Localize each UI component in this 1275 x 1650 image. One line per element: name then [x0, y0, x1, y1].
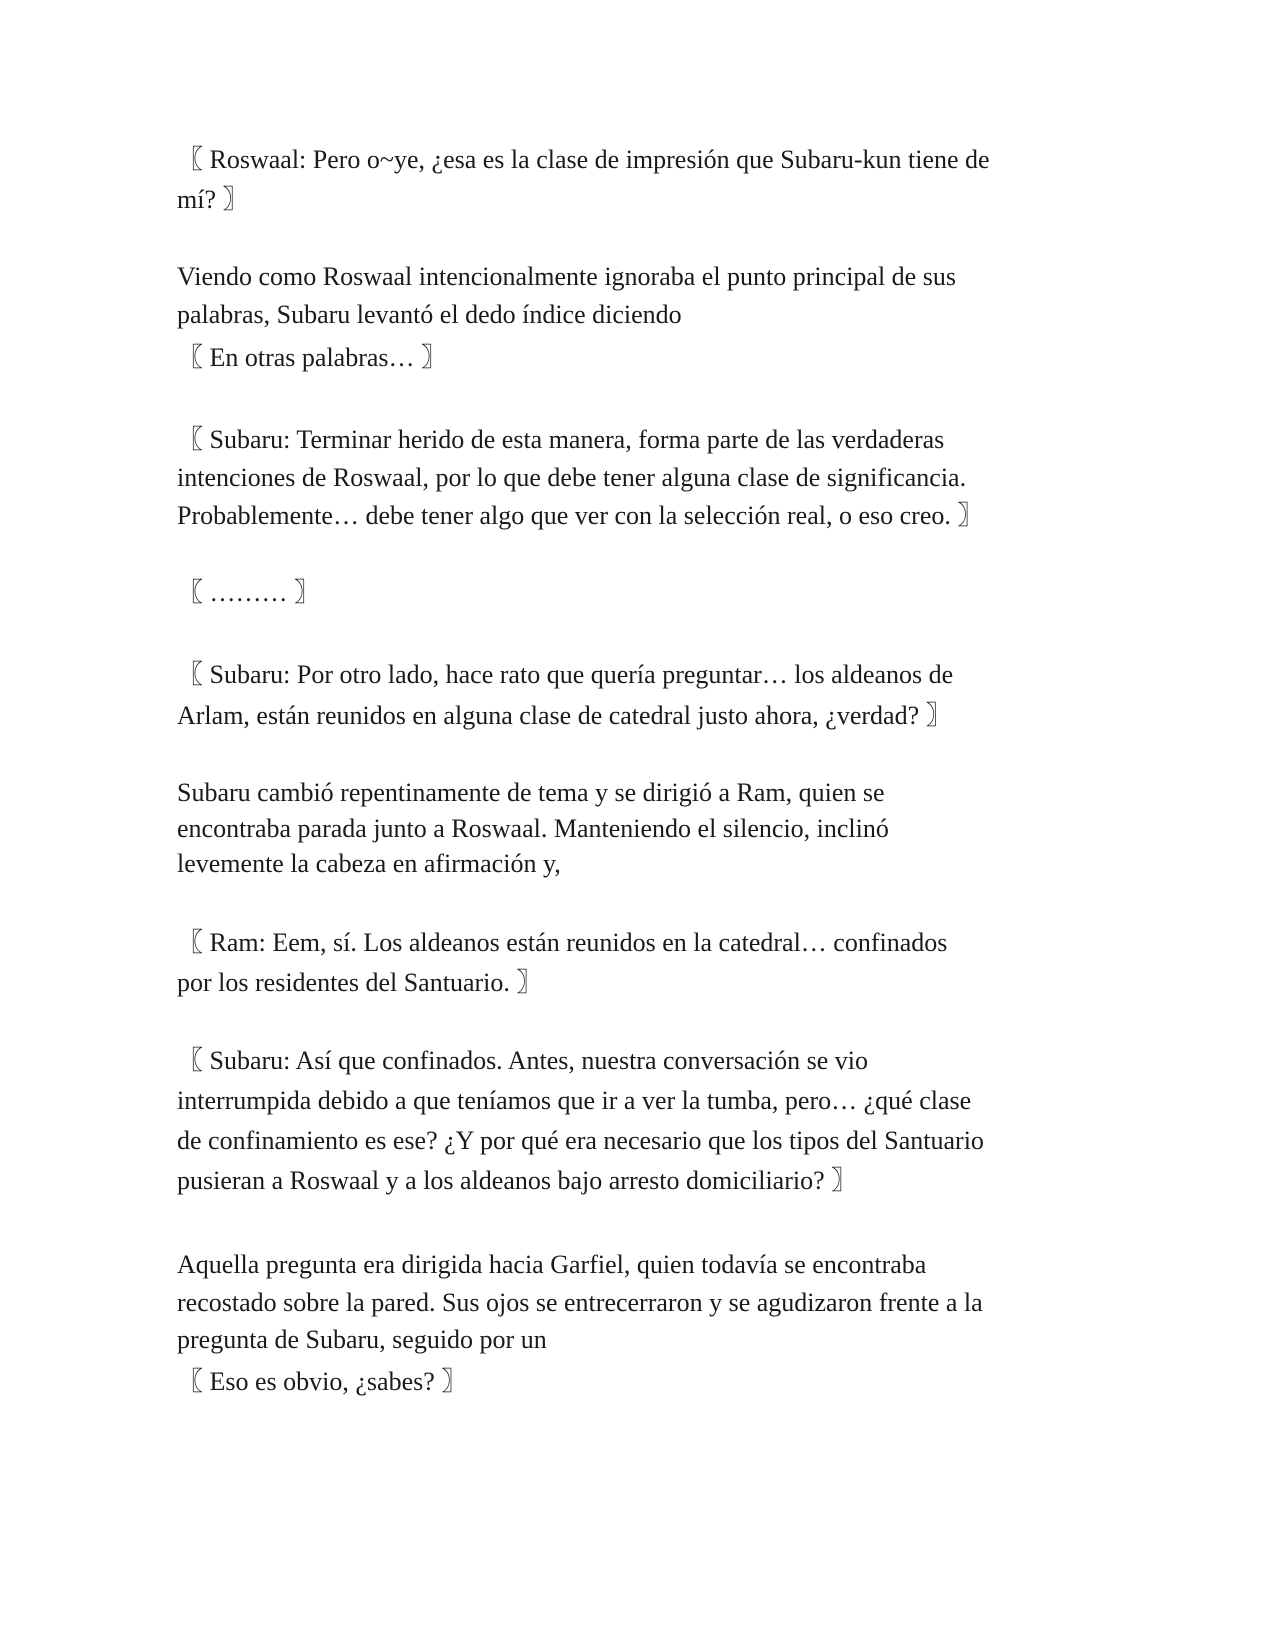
text-line: pregunta de Subaru, seguido por un: [177, 1325, 547, 1354]
text-line: 〖 ……… 〗: [177, 578, 321, 607]
text-line: de confinamiento es ese? ¿Y por qué era necesario que los tipos del Santuario: [177, 1126, 984, 1155]
text-line: 〖 En otras palabras… 〗: [177, 343, 448, 372]
text-line: mí? 〗: [177, 185, 249, 214]
text-line: intenciones de Roswaal, por lo que debe tener alguna clase de significancia.: [177, 463, 967, 492]
text-line: por los residentes del Santuario. 〗: [177, 968, 543, 997]
text-line: Subaru cambió repentinamente de tema y se dirigió a Ram, quien se: [177, 778, 885, 807]
text-line: Aquella pregunta era dirigida hacia Garfiel, quien todavía se encontraba: [177, 1250, 927, 1279]
text-line: palabras, Subaru levantó el dedo índice diciendo: [177, 300, 682, 329]
text-line: levemente la cabeza en afirmación y,: [177, 849, 561, 878]
text-line: Arlam, están reunidos en alguna clase de catedral justo ahora, ¿verdad? 〗: [177, 701, 952, 730]
text-line: recostado sobre la pared. Sus ojos se entrecerraron y se agudizaron frente a la: [177, 1288, 983, 1317]
text-line: encontraba parada junto a Roswaal. Manteniendo el silencio, inclinó: [177, 814, 889, 843]
text-line: Probablemente… debe tener algo que ver con la selección real, o eso creo. 〗: [177, 501, 984, 530]
text-line: 〖 Roswaal: Pero o~ye, ¿esa es la clase de impresión que Subaru-kun tiene de: [177, 145, 990, 174]
text-line: 〖 Subaru: Por otro lado, hace rato que quería preguntar… los aldeanos de: [177, 660, 954, 689]
text-line: Viendo como Roswaal intencionalmente ignoraba el punto principal de sus: [177, 262, 956, 291]
text-line: interrumpida debido a que teníamos que ir a ver la tumba, pero… ¿qué clase: [177, 1086, 972, 1115]
text-line: 〖 Subaru: Terminar herido de esta manera, forma parte de las verdaderas: [177, 425, 945, 454]
text-line: 〖 Subaru: Así que confinados. Antes, nuestra conversación se vio: [177, 1046, 869, 1075]
text-line: 〖 Ram: Eem, sí. Los aldeanos están reunidos en la catedral… confinados: [177, 928, 948, 957]
text-line: pusieran a Roswaal y a los aldeanos bajo arresto domiciliario? 〗: [177, 1166, 858, 1195]
text-line: 〖 Eso es obvio, ¿sabes? 〗: [177, 1367, 468, 1396]
